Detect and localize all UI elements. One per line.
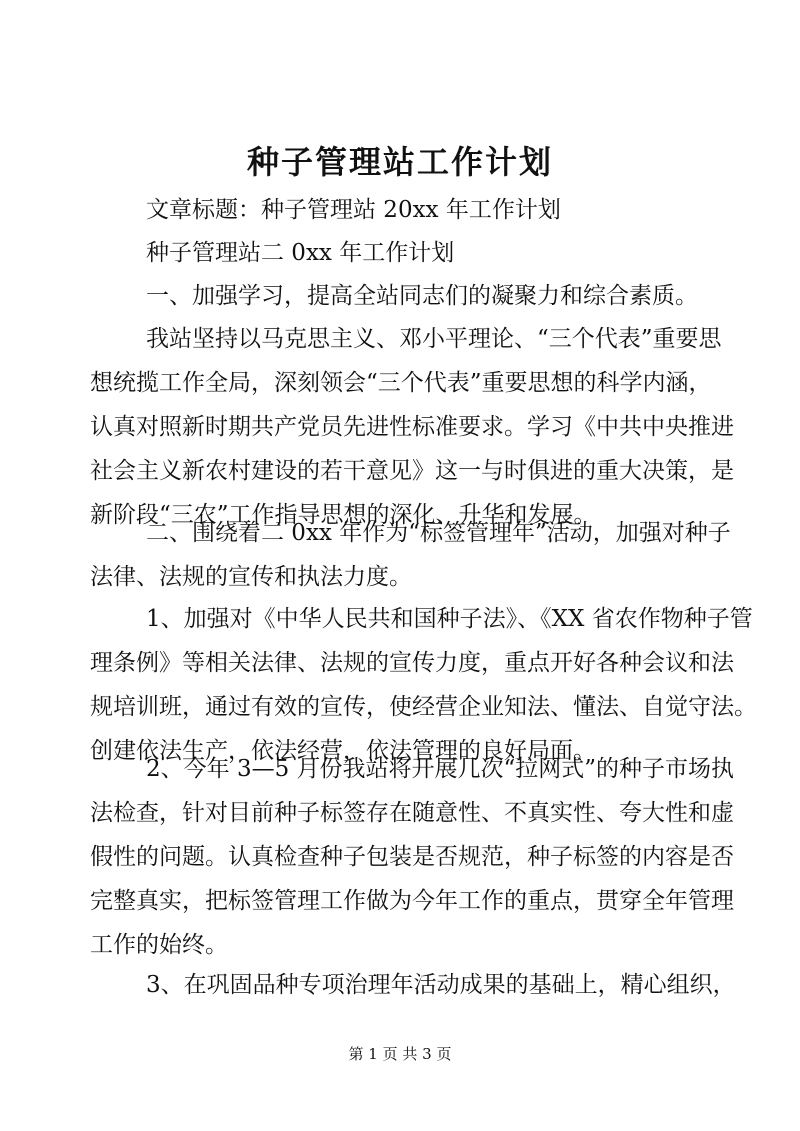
paragraph-plan-heading (90, 231, 710, 275)
paragraph-line: 2、今年 3—5 月份我站将开展几次“拉网式”的种子市场执 (146, 756, 735, 782)
paragraph-item-three (90, 963, 736, 1007)
paragraph-section-two-heading (90, 511, 731, 599)
paragraph-line: 我站坚持以马克思主义、邓小平理论、“三个代表”重要思 (146, 326, 722, 352)
paragraph-line: 法检查，针对目前种子标签存在随意性、不真实性、夸大性和虚 (90, 800, 734, 826)
paragraph-line: 法律、法规的宣传和执法力度。 (90, 564, 412, 590)
paragraph-line: 1、加强对《中华人民共和国种子法》、《XX 省农作物种子管 (146, 606, 753, 632)
paragraph-line: 一、加强学习，提高全站同志们的凝聚力和综合素质。 (146, 283, 698, 309)
paragraph-line: 假性的问题。认真检查种子包装是否规范，种子标签的内容是否 (90, 844, 734, 870)
paragraph-study (90, 317, 734, 537)
paragraph-line: 想统揽工作全局，深刻领会“三个代表”重要思想的科学内涵， (90, 370, 712, 396)
paragraph-line: 完整真实，把标签管理工作做为今年工作的重点，贯穿全年管理 (90, 888, 734, 914)
paragraph-line: 理条例》等相关法律、法规的宣传力度，重点开好各种会议和法 (90, 650, 734, 676)
paragraph-line: 规培训班，通过有效的宣传，使经营企业知法、懂法、自觉守法。 (90, 694, 757, 720)
document-title: 种子管理站工作计划 (246, 143, 553, 181)
paragraph-article-title (90, 188, 710, 232)
paragraph-line: 新阶段“三农”工作指导思想的深化、升华和发展。 (90, 502, 597, 528)
paragraph-line: 创建依法生产，依法经营，依法管理的良好局面。 (90, 738, 596, 764)
paragraph-line: 认真对照新时期共产党员先进性标准要求。学习《中共中央推进 (90, 414, 734, 440)
paragraph-line: 文章标题：种子管理站 20xx 年工作计划 (146, 197, 561, 223)
page-number-footer: 第 1 页 共 3 页 (348, 1045, 452, 1063)
paragraph-line: 社会主义新农村建设的若干意见》这一与时俱进的重大决策，是 (90, 458, 734, 484)
paragraph-section-one-heading (90, 274, 710, 318)
paragraph-item-two (90, 747, 735, 967)
paragraph-line: 种子管理站二 0xx 年工作计划 (146, 240, 455, 266)
paragraph-line: 工作的始终。 (90, 932, 228, 958)
paragraph-line: 二、围绕着二 0xx 年作为“标签管理年”活动，加强对种子 (146, 520, 731, 546)
paragraph-line: 3、在巩固品种专项治理年活动成果的基础上，精心组织， (146, 972, 736, 998)
